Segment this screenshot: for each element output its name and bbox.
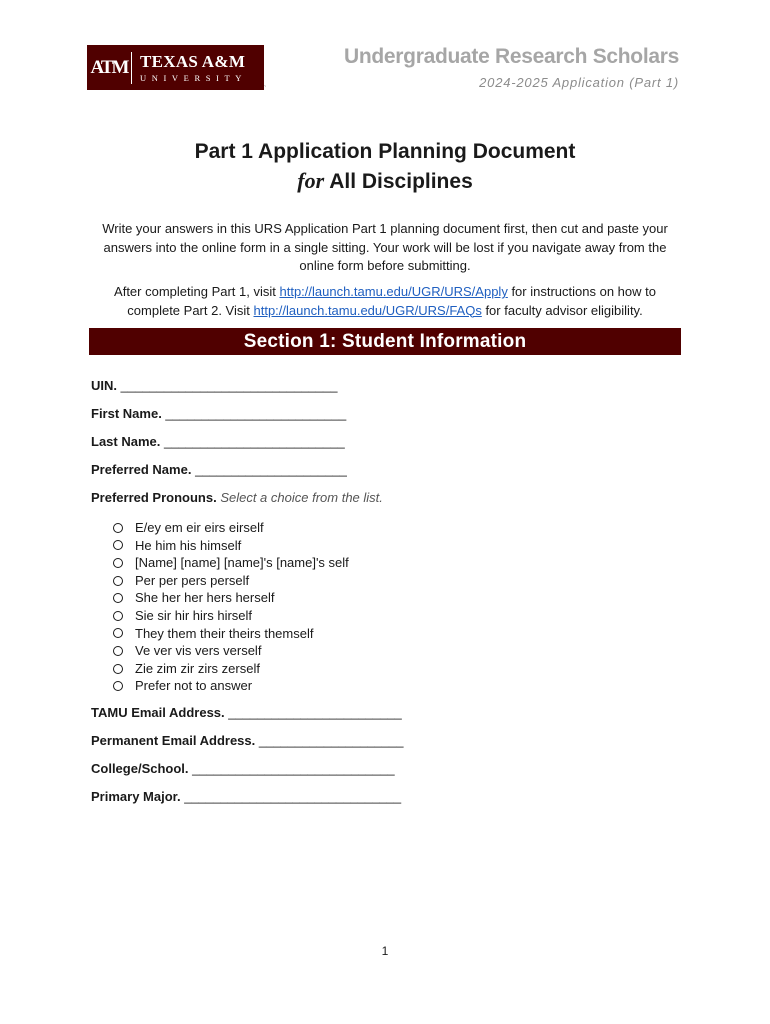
logo-divider [131,52,132,84]
radio-icon[interactable] [113,523,123,533]
pronoun-option-label: He him his himself [135,537,242,553]
radio-icon[interactable] [113,593,123,603]
pronouns-hint: Select a choice from the list. [216,490,383,505]
instructions-text-a: After completing Part 1, visit [114,284,280,299]
pronoun-option-label: [Name] [name] [name]'s [name]'s self [135,555,349,571]
page-number: 1 [381,944,389,958]
permanent-email-label: Permanent Email Address. [91,733,256,748]
pronoun-option[interactable] [113,537,349,555]
uin-blank[interactable]: ______________________________ [117,378,338,393]
pronoun-option-label: Per per pers perself [135,572,250,588]
pronoun-option[interactable] [113,660,349,678]
document-title-line1: Part 1 Application Planning Document [194,140,576,163]
permanent-email-blank[interactable]: ____________________ [255,733,404,748]
instructions-text-c: for faculty advisor eligibility. [481,302,643,318]
pronoun-option[interactable] [113,589,349,607]
pronoun-option[interactable] [113,625,349,643]
pronouns-field [91,490,383,505]
major-label: Primary Major. [91,789,181,804]
pronoun-option[interactable] [113,607,349,625]
instructions-text-b: for instructions on how to complete Part 2. Visit [127,284,656,318]
college-field [91,761,395,776]
header-title: Undergraduate Research Scholars [344,45,679,68]
pronoun-option[interactable] [113,572,349,590]
radio-icon[interactable] [113,540,123,550]
apply-link[interactable]: http://launch.tamu.edu/UGR/URS/Apply [279,284,508,299]
college-label: College/School. [91,761,189,776]
pronoun-option[interactable] [113,642,349,660]
first-name-field [91,406,346,421]
pronoun-option-label: She her her hers herself [135,590,275,606]
last-name-field [91,434,345,449]
tamu-email-field [91,705,402,720]
radio-icon[interactable] [113,611,123,621]
trademark-mark: ` [264,86,267,93]
first-name-label: First Name. [91,406,162,421]
section-1-header: Section 1: Student Information [89,328,681,355]
pronoun-option-label: Zie zim zir zirs zerself [135,660,260,676]
radio-icon[interactable] [113,628,123,638]
pronoun-option[interactable] [113,677,349,695]
last-name-blank[interactable]: _________________________ [160,434,345,449]
intro-paragraph: Write your answers in this URS Application Part 1 planning document first, then cut and paste your answers into the online form in a single sitting. Your work will be lost if you navigate away from the online form before submitting. [102,221,668,273]
logo-line1: TEXAS A&M [140,51,246,71]
logo-text [140,53,247,83]
header-subtitle: 2024-2025 Application (Part 1) [479,75,679,90]
document-title-line2 [0,166,770,196]
faqs-link[interactable]: http://launch.tamu.edu/UGR/URS/FAQs [253,302,482,318]
preferred-name-label: Preferred Name. [91,462,192,477]
pronoun-option-label: Prefer not to answer [135,678,253,694]
uin-label: UIN. [91,378,117,393]
pronouns-label: Preferred Pronouns. [91,490,217,505]
radio-icon[interactable] [113,646,123,656]
last-name-label: Last Name. [91,434,161,449]
logo-line2: UNIVERSITY [140,72,247,83]
title-for: for [297,168,325,193]
preferred-name-field [91,462,347,477]
pronoun-option-label: E/ey em eir eirs eirself [135,520,264,535]
major-blank[interactable]: ______________________________ [180,789,402,804]
pronoun-options [113,519,349,695]
radio-icon[interactable] [113,664,123,674]
permanent-email-field [91,733,403,748]
instructions-paragraph [90,283,680,320]
pronoun-option-label: Sie sir hir hirs hirself [135,607,253,623]
pronoun-option-label: They them their theirs themself [135,625,314,641]
title-disciplines: All Disciplines [329,170,473,193]
radio-icon[interactable] [113,576,123,586]
tamu-email-blank[interactable]: ________________________ [224,705,402,720]
tamu-logo [87,45,264,90]
major-field [91,789,401,804]
uin-field [91,378,338,393]
pronoun-option[interactable] [113,554,349,572]
pronoun-option-label: Ve ver vis vers verself [135,643,262,659]
preferred-name-blank[interactable]: _____________________ [191,462,347,477]
document-title [0,137,770,196]
radio-icon[interactable] [113,681,123,691]
radio-icon[interactable] [113,558,123,568]
pronoun-option[interactable] [113,519,349,537]
first-name-blank[interactable]: _________________________ [161,406,347,421]
tamu-email-label: TAMU Email Address. [91,705,225,720]
atm-logo-icon: ATM [90,56,128,78]
college-blank[interactable]: ____________________________ [188,761,395,776]
